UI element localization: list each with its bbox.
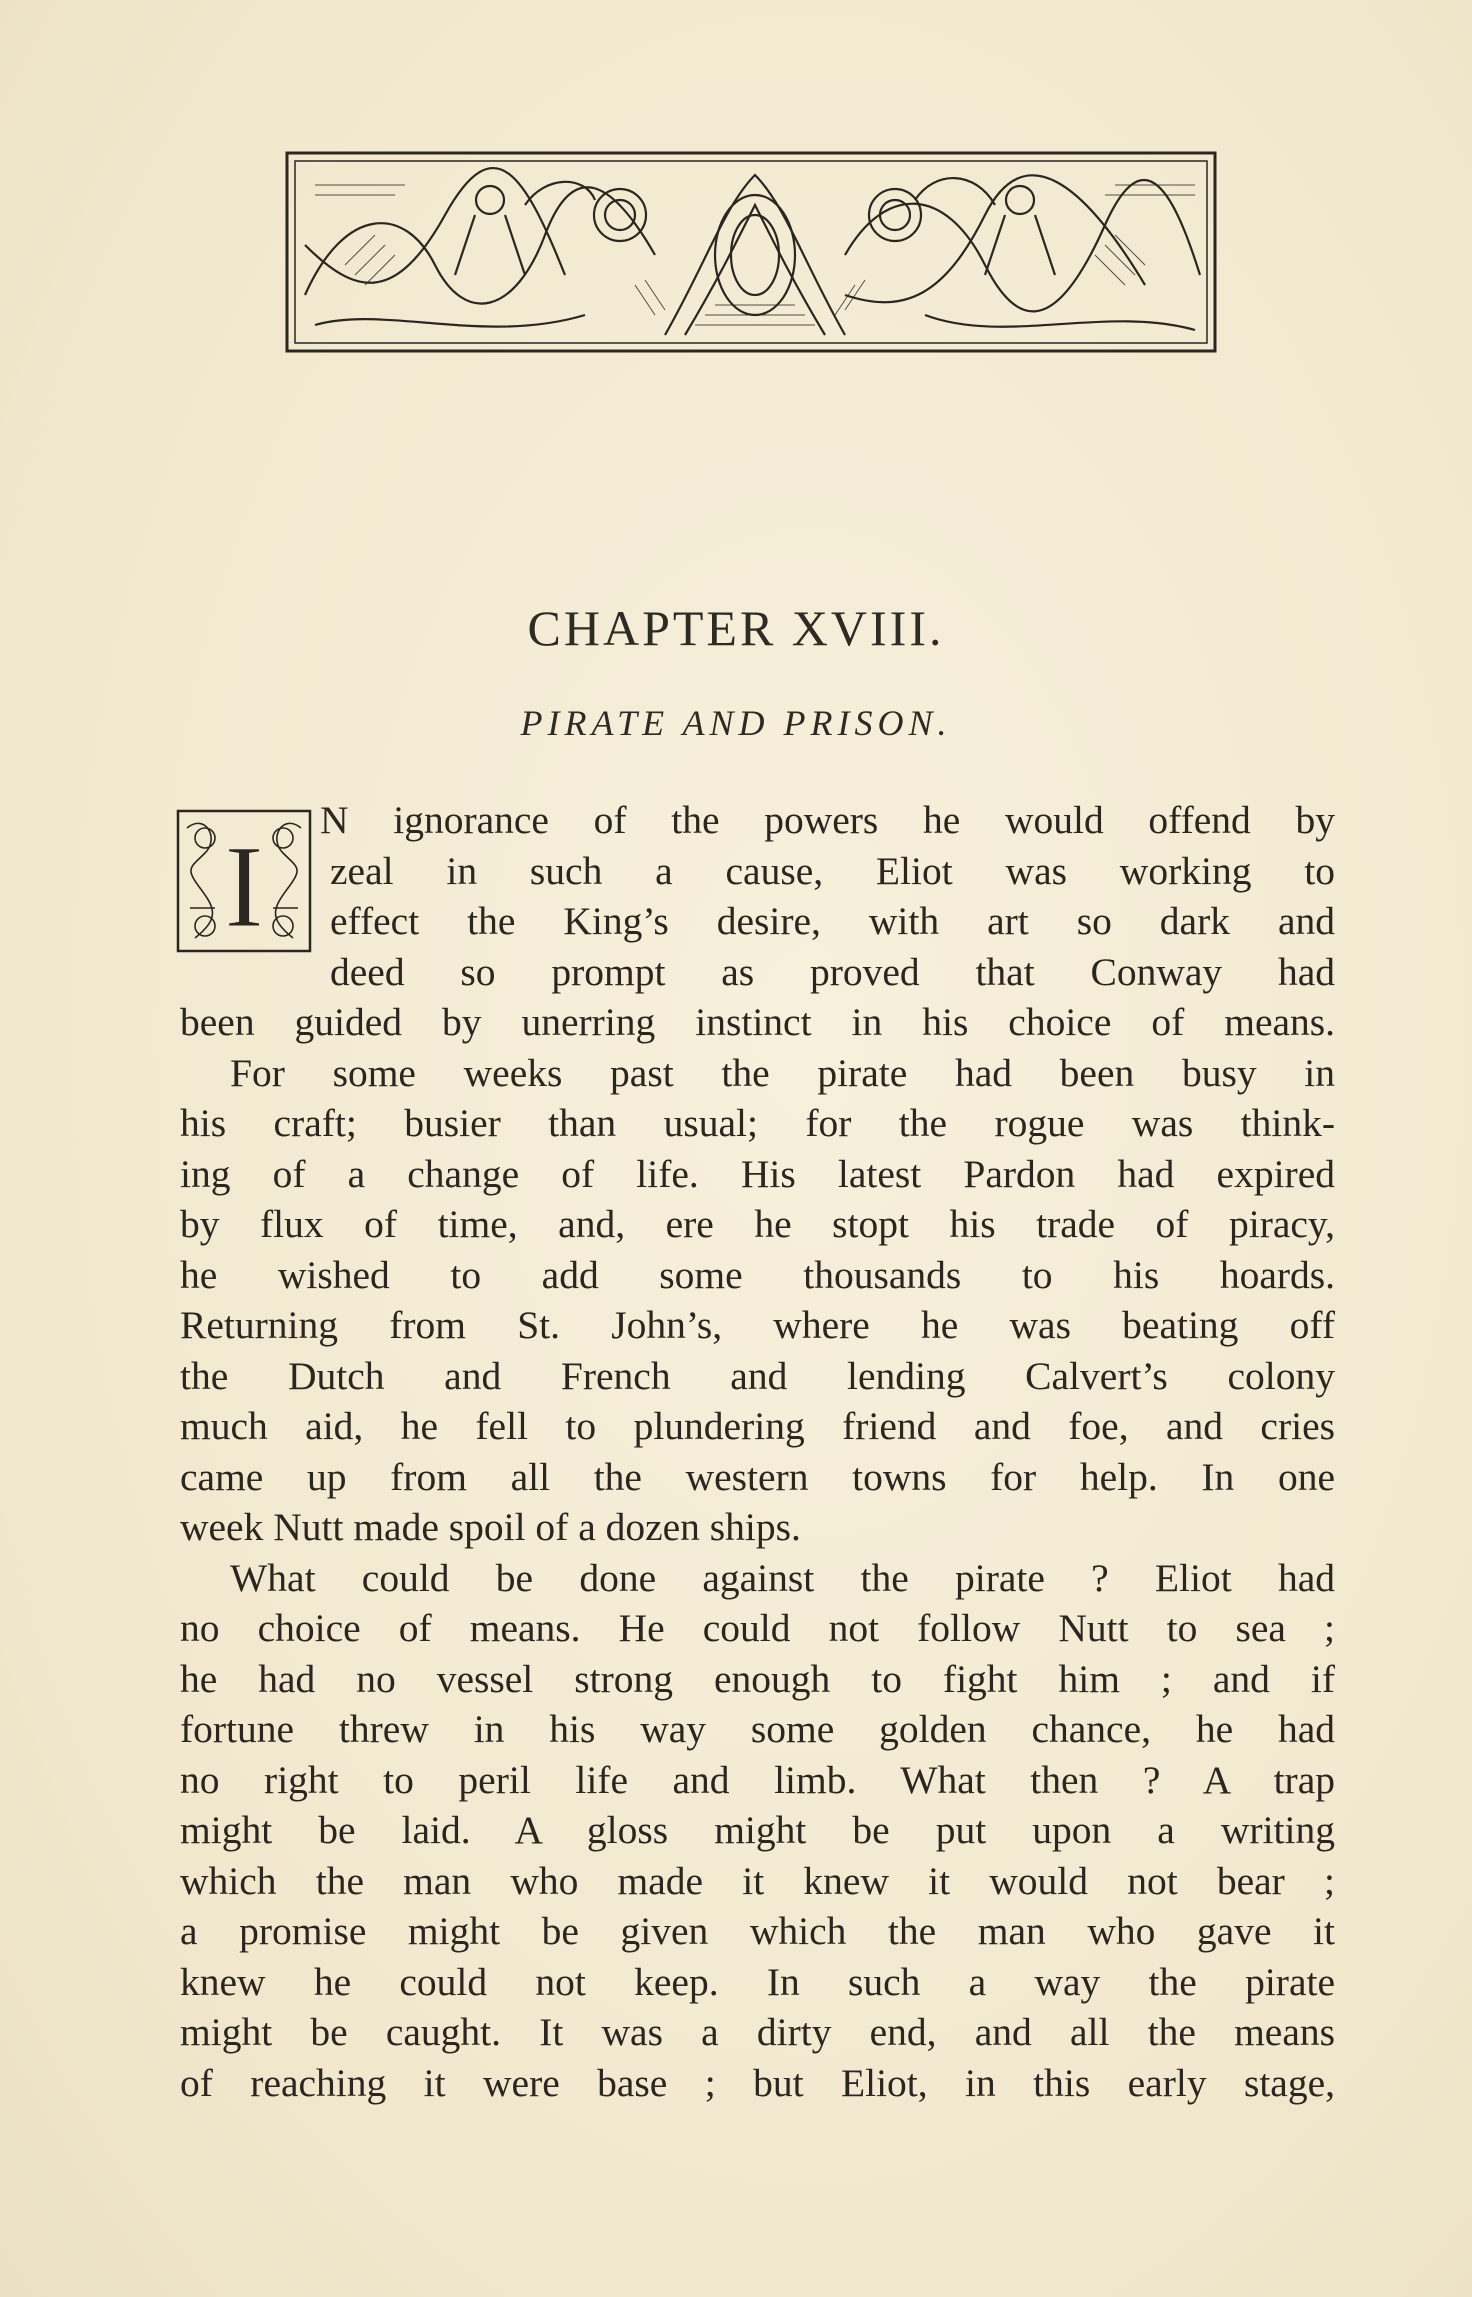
chapter-subtitle: PIRATE AND PRISON. — [520, 703, 952, 743]
text-line: For some weeks past the pirate had been busy in — [230, 1050, 1335, 1095]
chapter-title: CHAPTER XVIII. — [527, 600, 945, 656]
text-line: much aid, he fell to plundering friend and foe, and cries — [180, 1404, 1335, 1448]
text-line: knew he could not keep. In such a way the pirate — [180, 1959, 1335, 2004]
text-line: been guided by unerring instinct in his choice of means. — [180, 1000, 1335, 1044]
text-line: no choice of means. He could not follow Nutt to sea ; — [180, 1606, 1335, 1650]
text-line: week Nutt made spoil of a dozen ships. — [180, 1505, 801, 1549]
text-line: might be caught. It was a dirty end, and all the means — [180, 2010, 1335, 2054]
text-line: N ignorance of the powers he would offend by — [320, 798, 1335, 842]
text-line: deed so prompt as proved that Conway had — [330, 949, 1335, 994]
text-line: came up from all the western towns for help. In one — [180, 1454, 1335, 1499]
text-line: What could be done against the pirate ? Eliot had — [230, 1555, 1335, 1600]
text-line: of reaching it were base ; but Eliot, in this early stage, — [180, 2060, 1335, 2105]
text-line: he had no vessel strong enough to fight him ; and if — [180, 1656, 1335, 1701]
text-line: a promise might be given which the man who gave it — [180, 1909, 1335, 1953]
body-text — [180, 795, 1335, 2108]
text-line: the Dutch and French and lending Calvert’s colony — [180, 1353, 1335, 1398]
text-line: by flux of time, and, ere he stopt his trade of piracy, — [180, 1202, 1335, 1246]
dropcap-letter: I — [224, 821, 264, 952]
text-line: Returning from St. John’s, where he was beating off — [180, 1303, 1335, 1347]
text-line: zeal in such a cause, Eliot was working to — [330, 848, 1335, 893]
text-line: effect the King’s desire, with art so dark and — [330, 899, 1335, 943]
ornamental-headpiece-illustration — [285, 145, 1220, 355]
text-line: ing of a change of life. His latest Pardon had expired — [180, 1151, 1335, 1196]
text-line: he wished to add some thousands to his hoards. — [180, 1252, 1335, 1297]
text-line: which the man who made it knew it would not bear ; — [180, 1858, 1335, 1903]
text-line: no right to peril life and limb. What then ? A trap — [180, 1757, 1335, 1802]
text-line: his craft; busier than usual; for the rogue was think- — [180, 1101, 1335, 1145]
text-line: fortune threw in his way some golden chance, he had — [180, 1707, 1335, 1751]
text-line: might be laid. A gloss might be put upon a writing — [180, 1808, 1335, 1852]
